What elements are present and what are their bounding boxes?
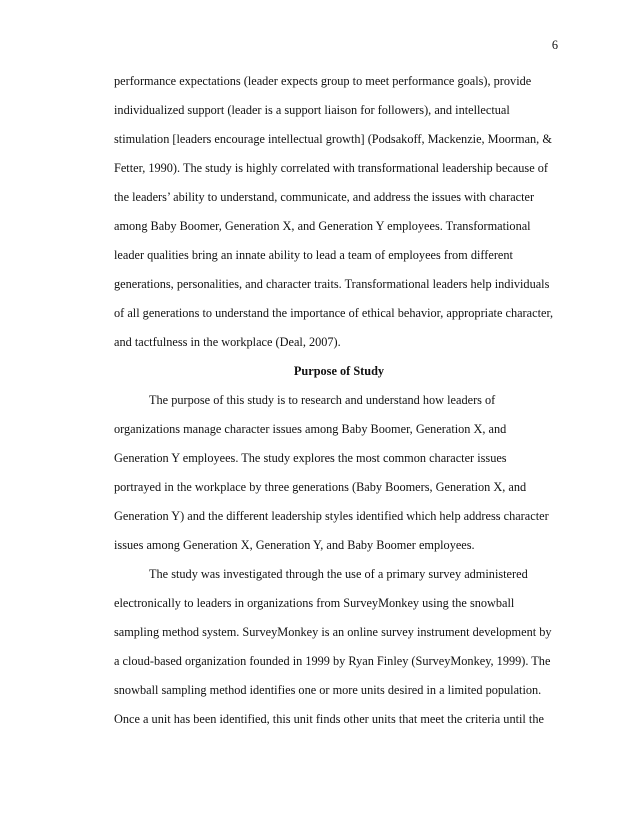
text-line: among Baby Boomer, Generation X, and Generation Y employees. Transformational	[114, 219, 531, 233]
text-line: The study was investigated through the use of a primary survey administered	[149, 567, 528, 581]
text-line: issues among Generation X, Generation Y, and Baby Boomer employees.	[114, 538, 475, 552]
text-line: portrayed in the workplace by three generations (Baby Boomers, Generation X, and	[114, 480, 527, 494]
text-line: The purpose of this study is to research and understand how leaders of	[149, 393, 496, 407]
text-line: generations, personalities, and character traits. Transformational leaders help individuals	[114, 277, 550, 291]
page-number: 6	[551, 38, 558, 52]
body-text	[114, 74, 564, 741]
text-line: performance expectations (leader expects group to meet performance goals), provide	[114, 74, 532, 88]
text-line: and tactfulness in the workplace (Deal, 2007).	[114, 335, 341, 349]
text-line: sampling method system. SurveyMonkey is an online survey instrument development by	[114, 625, 552, 639]
text-line: the leaders’ ability to understand, communicate, and address the issues with character	[114, 190, 535, 204]
text-line: individualized support (leader is a support liaison for followers), and intellectual	[114, 103, 510, 117]
text-line: stimulation [leaders encourage intellectual growth] (Podsakoff, Mackenzie, Moorman, &	[114, 132, 552, 146]
paragraph-3	[114, 567, 564, 741]
text-line: of all generations to understand the importance of ethical behavior, appropriate character,	[114, 306, 554, 320]
text-line: leader qualities bring an innate ability to lead a team of employees from different	[114, 248, 513, 262]
text-line: snowball sampling method identifies one or more units desired in a limited population.	[114, 683, 542, 697]
text-line: electronically to leaders in organizations from SurveyMonkey using the snowball	[114, 596, 515, 610]
paragraph-2	[114, 393, 564, 567]
text-line: Once a unit has been identified, this unit finds other units that meet the criteria until the	[114, 712, 544, 726]
section-heading: Purpose of Study	[293, 364, 385, 378]
text-line: Generation Y) and the different leadership styles identified which help address character	[114, 509, 549, 523]
text-line: Generation Y employees. The study explores the most common character issues	[114, 451, 507, 465]
text-line: a cloud-based organization founded in 1999 by Ryan Finley (SurveyMonkey, 1999). The	[114, 654, 551, 668]
text-line: organizations manage character issues among Baby Boomer, Generation X, and	[114, 422, 507, 436]
text-line: Fetter, 1990). The study is highly correlated with transformational leadership because of	[114, 161, 548, 175]
paragraph-1	[114, 74, 564, 364]
